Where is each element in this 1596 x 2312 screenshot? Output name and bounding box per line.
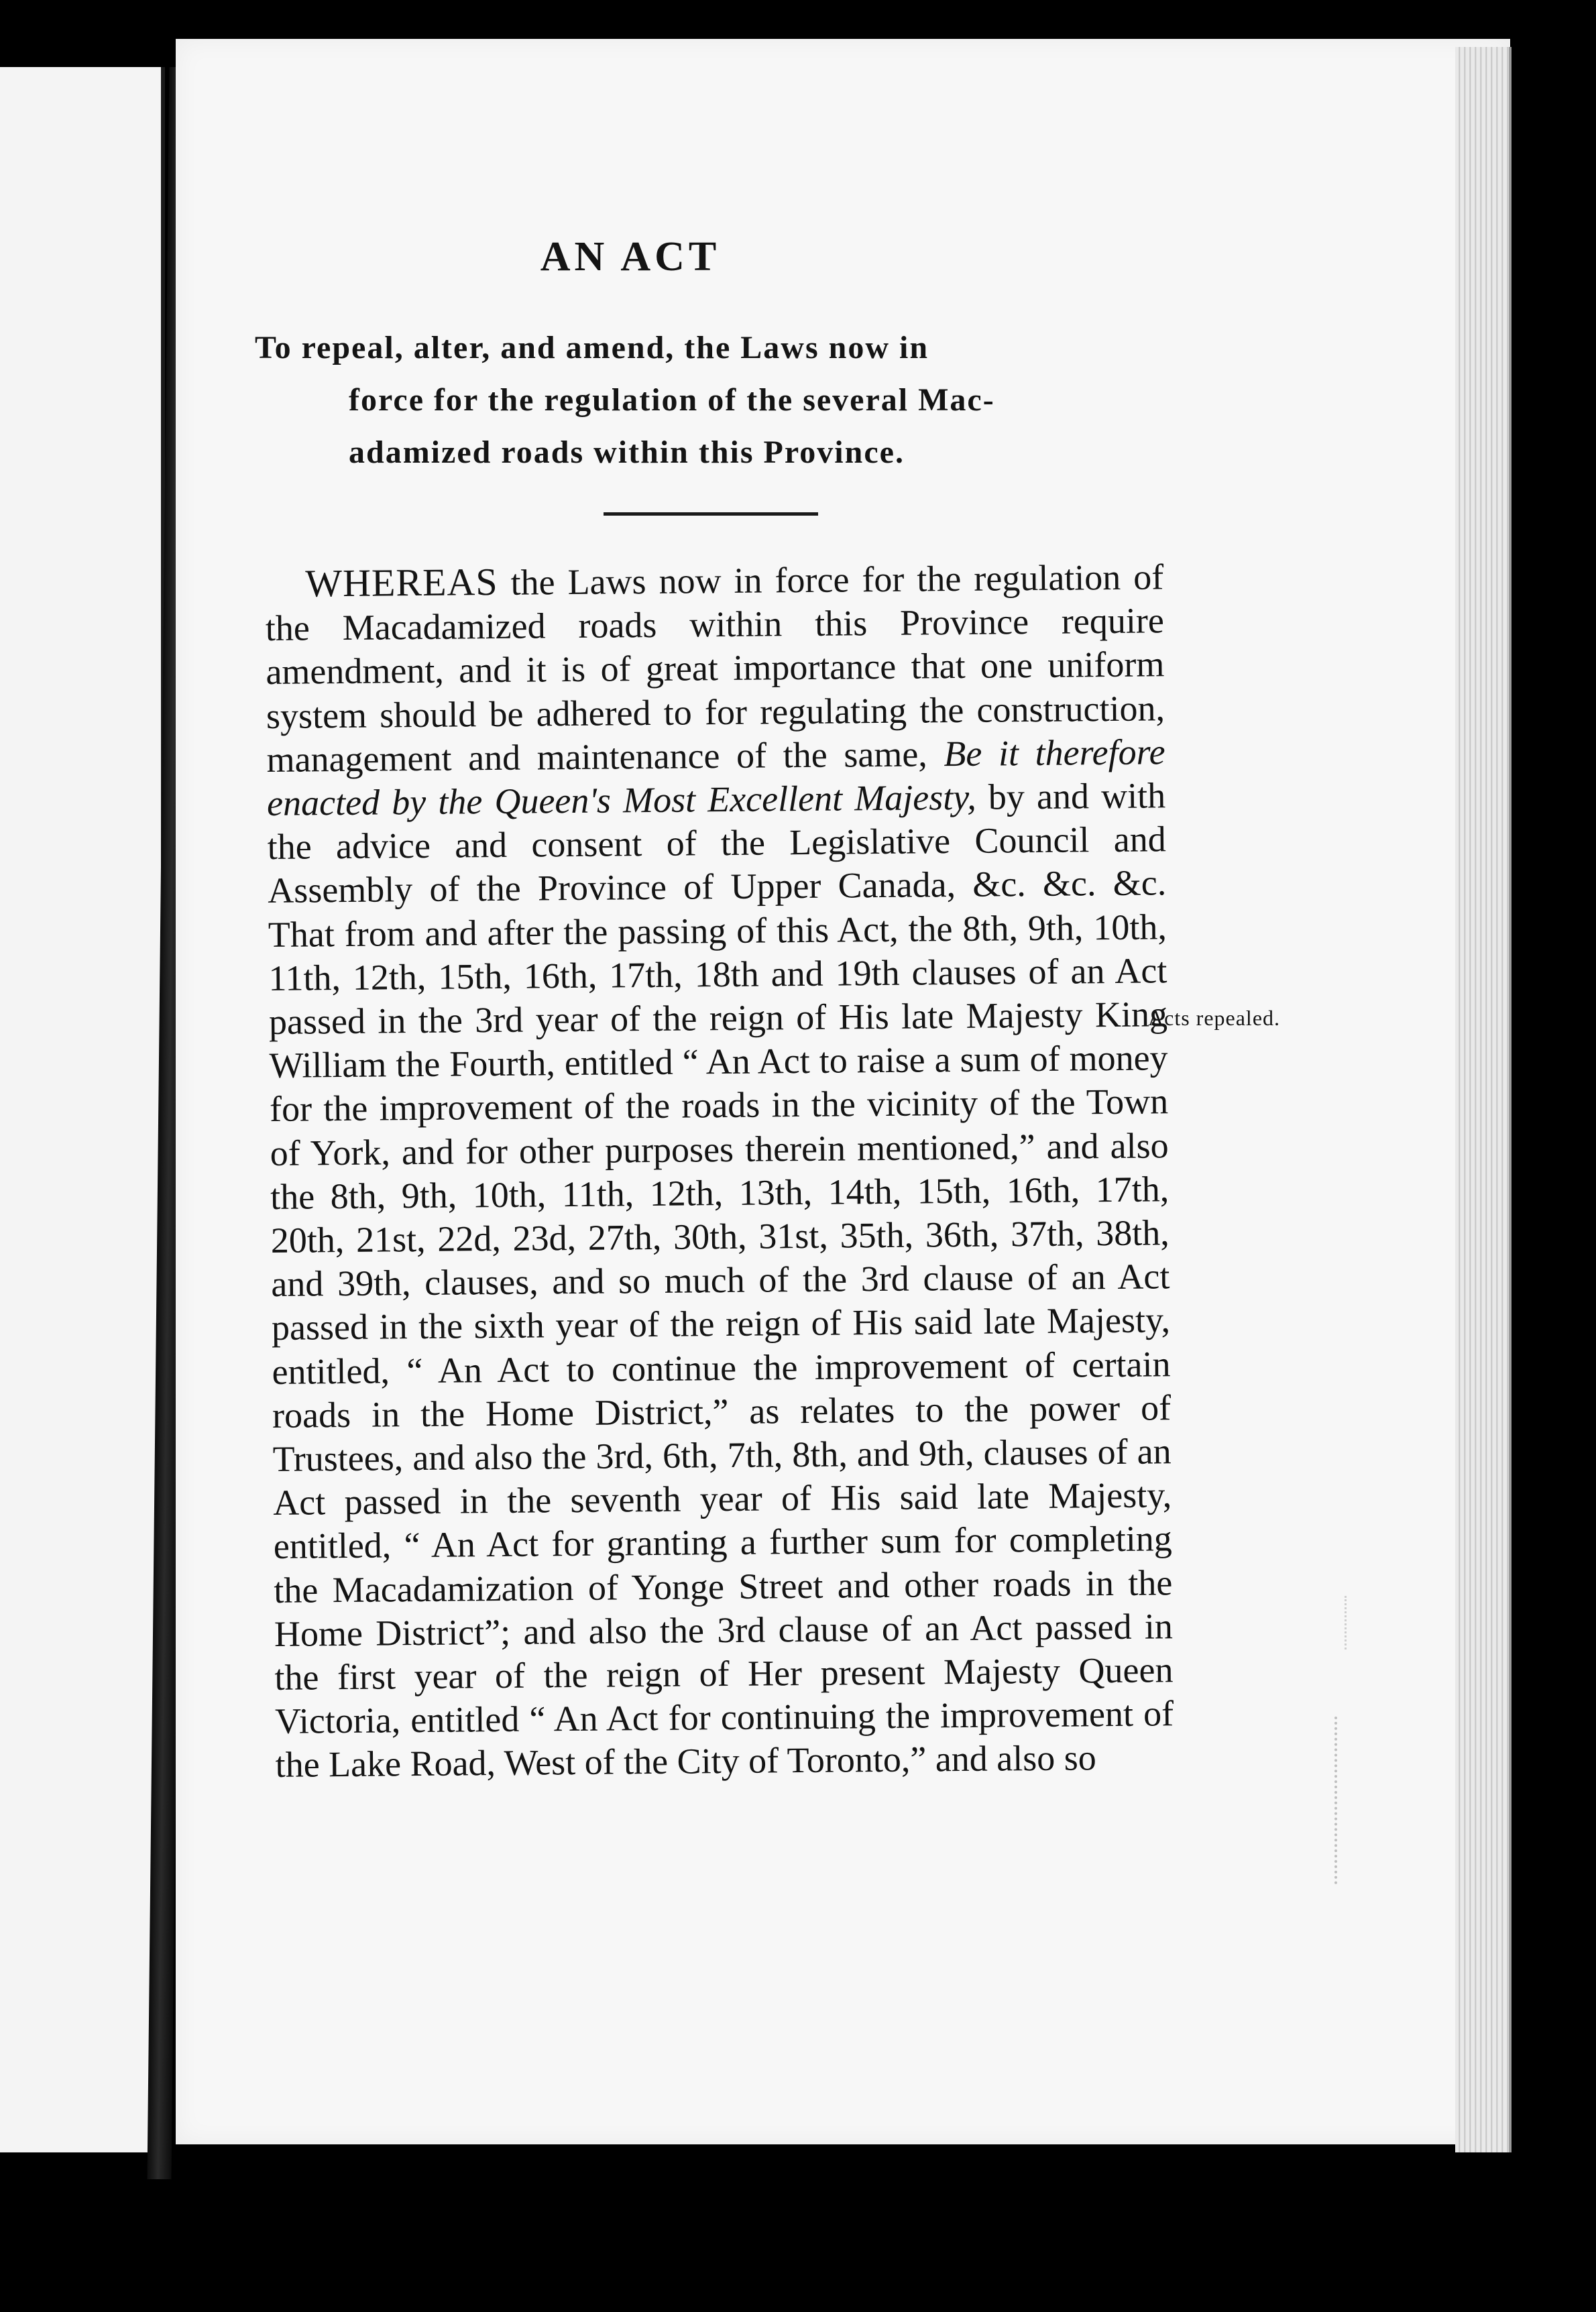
opening-word: WHEREAS xyxy=(304,559,498,605)
marginal-note: Acts repealed. xyxy=(1148,1006,1281,1030)
facing-page xyxy=(0,67,165,2152)
subtitle-line: To repeal, alter, and amend, the Laws now in xyxy=(255,330,929,365)
subtitle-line: adamized roads within this Province. xyxy=(349,435,905,470)
act-subtitle xyxy=(255,322,1167,479)
body-text-part: by and with the advice and consent of the Legislative Council and Assembly of the Province of Upper Canada, &c. &c. &c. That from and after the passing of this Act, the 8th, 9th, 10th, 11th, 12th, 15th, 16th, 17th, 18th and 19th clauses of an Act passed in the 3rd year of the reign of His late Majesty King William the Fourth, entitled “ An Act to raise a sum of money for the improvement of the roads in the vicinity of the Town of York, and for other purposes therein mentioned,” and also the 8th, 9th, 10th, 11th, 12th, 13th, 14th, 15th, 16th, 17th, 20th, 21st, 22d, 23d, 27th, 30th, 31st, 35th, 36th, 37th, 38th, and 39th, clauses, and so much of the 3rd clause of an Act passed in the sixth year of the reign of His said late Majesty, entitled, “ An Act to continue the improvement of certain roads in the Home District,” as relates to the power of Trustees, and also the 3rd, 6th, 7th, 8th, and 9th, clauses of an Act passed in the seventh year of His said late Majesty, entitled, “ An Act for granting a further sum for completing the Macadamization of Yonge Street and other roads in the Home District”; and also the 3rd clause of an Act passed in the first year of the reign of Her present Majesty Queen Victoria, entitled “ An Act for continuing the improvement of the Lake Road, West of the City of Toronto,” and also so xyxy=(267,775,1174,1786)
act-body xyxy=(265,554,1174,1787)
body-text-part: the Laws now in force for the regulation of the Macadamized roads within this Province require amendment, and it is of great importance that one uniform system should be adhered to for regulating the construction, management and maintenance of the same, xyxy=(265,557,1165,780)
page-edges xyxy=(1455,47,1512,2152)
subtitle-line: force for the regulation of the several Mac- xyxy=(349,382,995,418)
section-divider xyxy=(604,512,818,516)
margin-smudge xyxy=(1345,1596,1360,1650)
enacting-clause: Be it therefore enacted by the Queen's Most Excellent Majesty, xyxy=(266,732,1165,824)
margin-smudge xyxy=(1334,1717,1371,1884)
act-title: AN ACT xyxy=(540,234,721,280)
